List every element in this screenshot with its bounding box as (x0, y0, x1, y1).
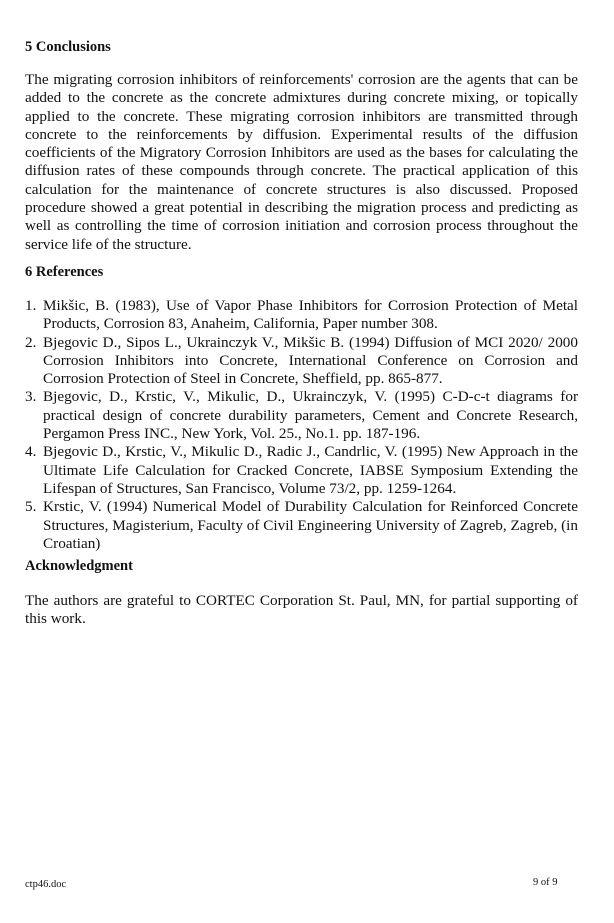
reference-text: Bjegovic D., Krstic, V., Mikulic D., Radic J., Candrlic, V. (1995) New Approach in the Ultimate Life Calculation for Cracked Concrete, IABSE Symposium Extending the Lifespan of Structures, San Francisco, Volume 73/2, pp. 1259-1264. (43, 443, 578, 497)
reference-text: Mikšic, B. (1983), Use of Vapor Phase Inhibitors for Corrosion Protection of Metal Products, Corrosion 83, Anaheim, California, Paper number 308. (43, 297, 578, 333)
footer-filename: ctp46.doc (25, 879, 67, 890)
reference-item (25, 443, 578, 498)
reference-item (25, 388, 578, 443)
acknowledgment-paragraph: The authors are grateful to CORTEC Corporation St. Paul, MN, for partial supporting of this work. (25, 592, 578, 628)
reference-item (25, 297, 578, 334)
reference-item (25, 498, 578, 553)
reference-number: 3. (25, 388, 37, 406)
reference-number: 4. (25, 443, 37, 461)
references-list (25, 297, 578, 553)
acknowledgment-heading: Acknowledgment (25, 558, 133, 574)
conclusions-paragraph: The migrating corrosion inhibitors of reinforcements' corrosion are the agents that can be added to the concrete as the concrete admixtures during concrete mixing, or topically applied to the concrete. These migrating corrosion inhibitors are transmitted through concrete to the reinforcements by diffusion. Experimental results of the diffusion coefficients of the Migratory Corrosion Inhibitors are used as the bases for calculating the diffusion rates of these compounds through concrete. The practical application of this calculation for the maintenance of concrete structures is also discussed. Proposed procedure showed a great potential in describing the migration process and predicting as well as controlling the time of corrosion initiation and corrosion process throughout the service life of the structure. (25, 71, 578, 253)
reference-number: 1. (25, 297, 37, 314)
reference-number: 2. (25, 333, 37, 351)
reference-text: Bjegovic, D., Krstic, V., Mikulic, D., Ukrainczyk, V. (1995) C-D-c-t diagrams for practical design of concrete durability parameters, Cement and Concrete Research, Pergamon Press INC., New York, Vol. 25., No.1. pp. 187-196. (43, 388, 578, 443)
reference-text: Krstic, V. (1994) Numerical Model of Durability Calculation for Reinforced Concrete Structures, Magisterium, Faculty of Civil Engineering University of Zagreb, Zagreb, (in Croatian) (43, 498, 578, 552)
references-heading: 6 References (25, 264, 104, 280)
reference-text: Bjegovic D., Sipos L., Ukrainczyk V., Mikšic B. (1994) Diffusion of MCI 2020/ 2000 Corrosion Inhibitors into Concrete, International Conference on Corrosion and Corrosion Protection of Steel in Concrete, Sheffield, pp. 865-877. (43, 333, 578, 388)
footer-page-number: 9 of 9 (533, 877, 558, 888)
conclusions-heading: 5 Conclusions (25, 39, 111, 55)
reference-number: 5. (25, 498, 37, 516)
reference-item (25, 334, 578, 389)
